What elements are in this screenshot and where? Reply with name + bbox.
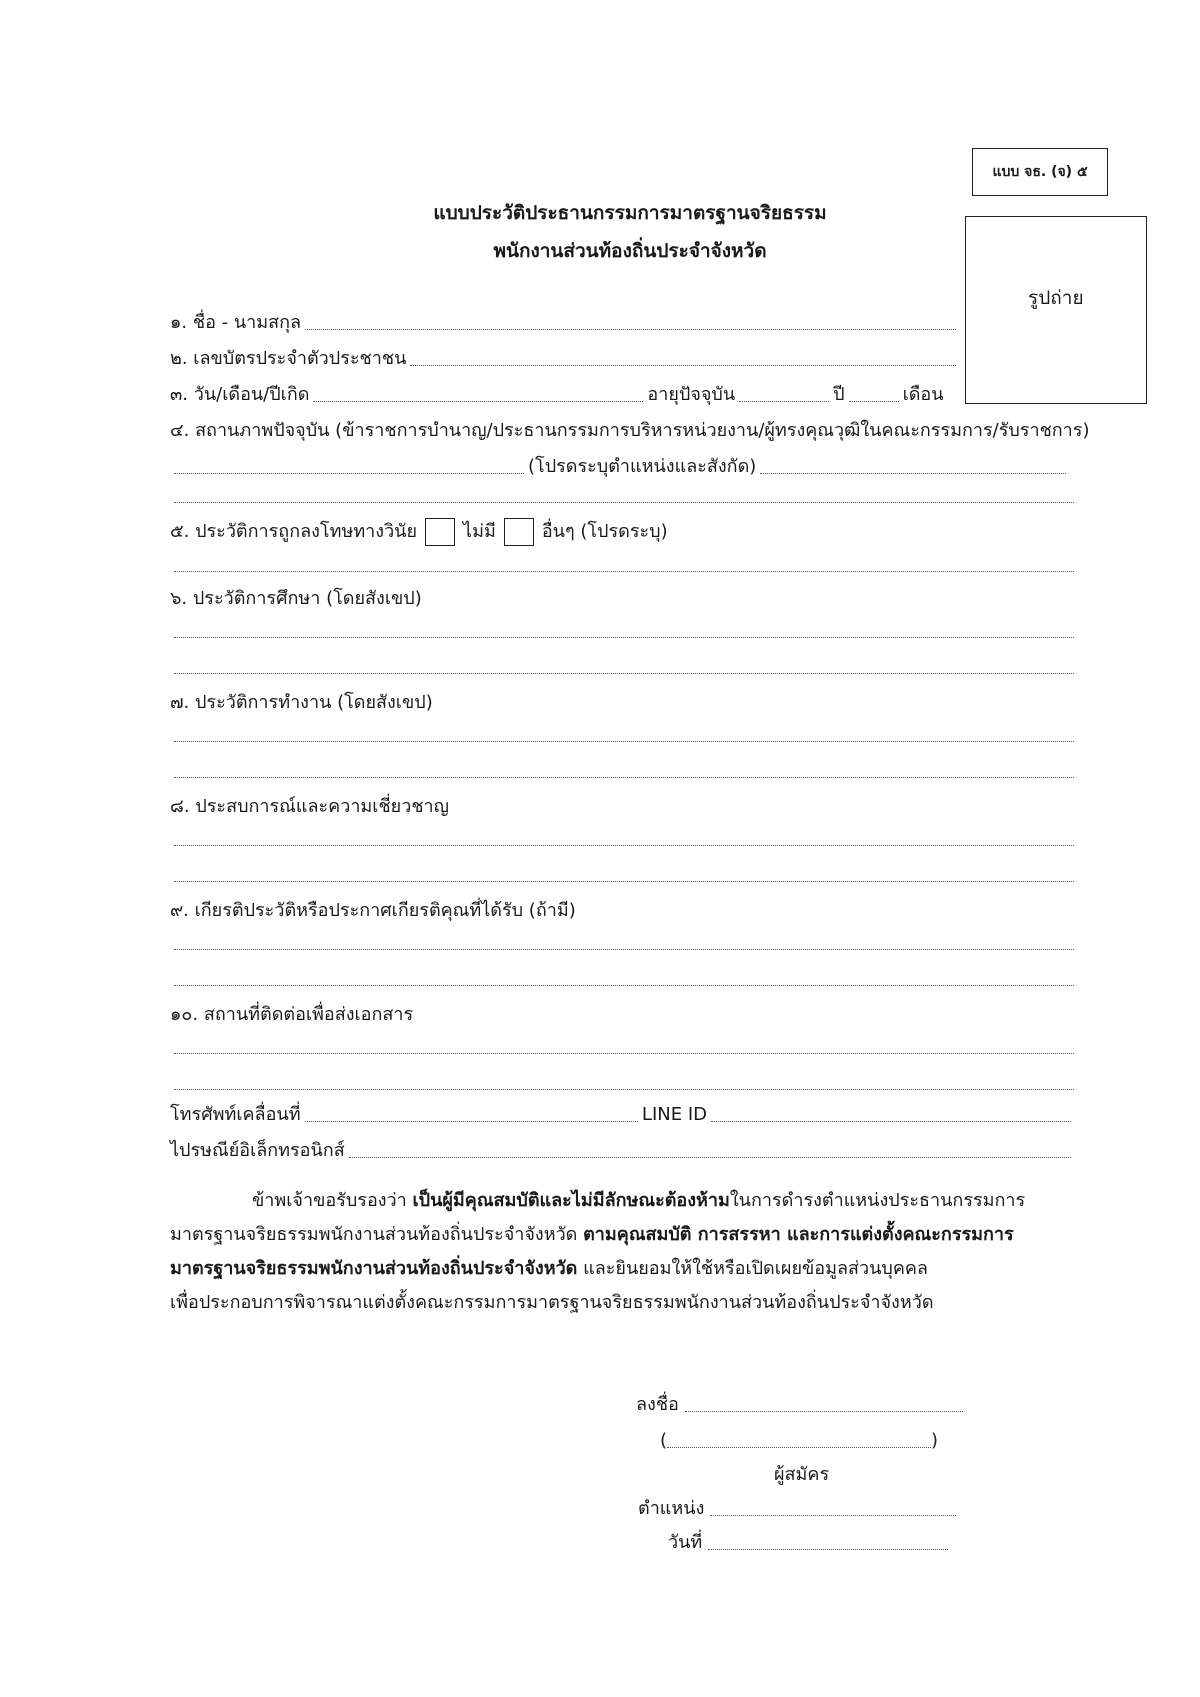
id-card-label: ๒. เลขบัตรประจำตัวประชาชน xyxy=(170,348,407,369)
address-line-2[interactable] xyxy=(174,1089,1074,1090)
dob-row xyxy=(170,382,960,408)
honors-label: ๙. เกียรติประวัติหรือประกาศเกียรติคุณที่ได้รับ (ถ้ามี) xyxy=(170,900,576,921)
applicant-label: ผู้สมัคร xyxy=(774,1464,830,1485)
honors-line-2[interactable] xyxy=(174,985,1074,986)
form-code: แบบ จธ. (จ) ๕ xyxy=(992,164,1088,180)
discipline-other-checkbox[interactable] xyxy=(504,518,534,546)
dob-label: ๓. วัน/เดือน/ปีเกิด xyxy=(170,384,310,405)
date-label: วันที่ xyxy=(668,1532,703,1553)
status-label: ๔. สถานภาพปัจจุบัน (ข้าราชการบำนาญ/ประธานกรรมการบริหารหน่วยงาน/ผู้ทรงคุณวุฒิในคณะกรรมการ/รับราชการ) xyxy=(170,420,1090,441)
name-row xyxy=(170,310,960,336)
education-line-2[interactable] xyxy=(174,673,1074,674)
status-specify-row xyxy=(170,454,1070,480)
work-label: ๗. ประวัติการทำงาน (โดยสังเขป) xyxy=(170,692,433,713)
signature-field[interactable] xyxy=(685,1411,963,1412)
position-field[interactable] xyxy=(710,1515,956,1516)
status-row xyxy=(170,418,1090,444)
form-title: แบบประวัติประธานกรรมการมาตรฐานจริยธรรม xyxy=(433,202,827,224)
name-field[interactable] xyxy=(305,329,956,330)
discipline-other-label: อื่นๆ (โปรดระบุ) xyxy=(541,521,668,542)
honors-line-1[interactable] xyxy=(174,949,1074,950)
discipline-label: ๕. ประวัติการถูกลงโทษทางวินัย xyxy=(170,521,418,542)
mobile-label: โทรศัพท์เคลื่อนที่ xyxy=(170,1104,301,1125)
discipline-line[interactable] xyxy=(174,571,1074,572)
signature-row xyxy=(636,1392,967,1418)
address-line-1[interactable] xyxy=(174,1053,1074,1054)
discipline-none-label: ไม่มี xyxy=(463,521,496,542)
status-extra-line[interactable] xyxy=(174,502,1074,503)
status-specify-label: (โปรดระบุตำแหน่งและสังกัด) xyxy=(528,456,757,477)
experience-line-2[interactable] xyxy=(174,881,1074,882)
id-row xyxy=(170,346,960,372)
experience-line-1[interactable] xyxy=(174,845,1074,846)
email-row xyxy=(170,1138,1075,1164)
line-id-field[interactable] xyxy=(711,1121,1071,1122)
line-id-label: LINE ID xyxy=(641,1104,707,1125)
signature-name-row xyxy=(660,1428,938,1454)
status-position-field[interactable] xyxy=(760,473,1066,474)
work-line-1[interactable] xyxy=(174,741,1074,742)
month-label: เดือน xyxy=(902,384,944,405)
contact-row xyxy=(170,1102,1075,1128)
status-field[interactable] xyxy=(174,473,524,474)
form-code-box xyxy=(972,148,1108,196)
age-label: อายุปัจจุบัน xyxy=(647,384,736,405)
dob-field[interactable] xyxy=(313,401,643,402)
email-label: ไปรษณีย์อิเล็กทรอนิกส์ xyxy=(170,1140,345,1161)
position-row xyxy=(638,1496,960,1522)
signature-name-field[interactable] xyxy=(667,1447,931,1448)
photo-box xyxy=(965,216,1147,404)
year-label: ปี xyxy=(833,384,845,405)
education-line-1[interactable] xyxy=(174,637,1074,638)
certification-paragraph: ข้าพเจ้าขอรับรองว่า เป็นผู้มีคุณสมบัติและไม่มีลักษณะต้องห้ามในการดำรงตำแหน่งประธานกรรมการ มาตรฐานจริยธรรมพนักงานส่วนท้องถิ่นประจำจังหวัด ตามคุณสมบัติ การสรรหา และการแต่งตั้งคณะกรรมการ มาตรฐานจริยธรรมพนักงานส่วนท้องถิ่นประจำจังหวัด และยินยอมให้ใช้หรือเปิดเผยข้อมูลส่วนบุคคล เพื่อประกอบการพิจารณาแต่งตั้งคณะกรรมการมาตรฐานจริยธรรมพนักงานส่วนท้องถิ่นประจำจังหวัด xyxy=(170,1190,1026,1313)
name-label: ๑. ชื่อ - นามสกุล xyxy=(170,312,302,333)
discipline-none-checkbox[interactable] xyxy=(425,518,455,546)
id-card-field[interactable] xyxy=(410,365,956,366)
close-paren: ) xyxy=(931,1430,939,1451)
work-line-2[interactable] xyxy=(174,777,1074,778)
age-years-field[interactable] xyxy=(739,401,829,402)
form-subtitle: พนักงานส่วนท้องถิ่นประจำจังหวัด xyxy=(493,240,767,262)
age-months-field[interactable] xyxy=(849,401,899,402)
education-label: ๖. ประวัติการศึกษา (โดยสังเขป) xyxy=(170,588,422,609)
address-label: ๑๐. สถานที่ติดต่อเพื่อส่งเอกสาร xyxy=(170,1004,414,1025)
photo-label: รูปถ่าย xyxy=(1028,287,1084,309)
date-field[interactable] xyxy=(708,1549,948,1550)
sign-label: ลงชื่อ xyxy=(636,1394,679,1415)
date-row xyxy=(668,1530,952,1556)
position-label: ตำแหน่ง xyxy=(638,1498,705,1519)
open-paren: ( xyxy=(660,1430,668,1451)
experience-label: ๘. ประสบการณ์และความเชี่ยวชาญ xyxy=(170,796,449,817)
email-field[interactable] xyxy=(349,1157,1071,1158)
discipline-row xyxy=(170,518,1070,546)
mobile-field[interactable] xyxy=(305,1121,638,1122)
